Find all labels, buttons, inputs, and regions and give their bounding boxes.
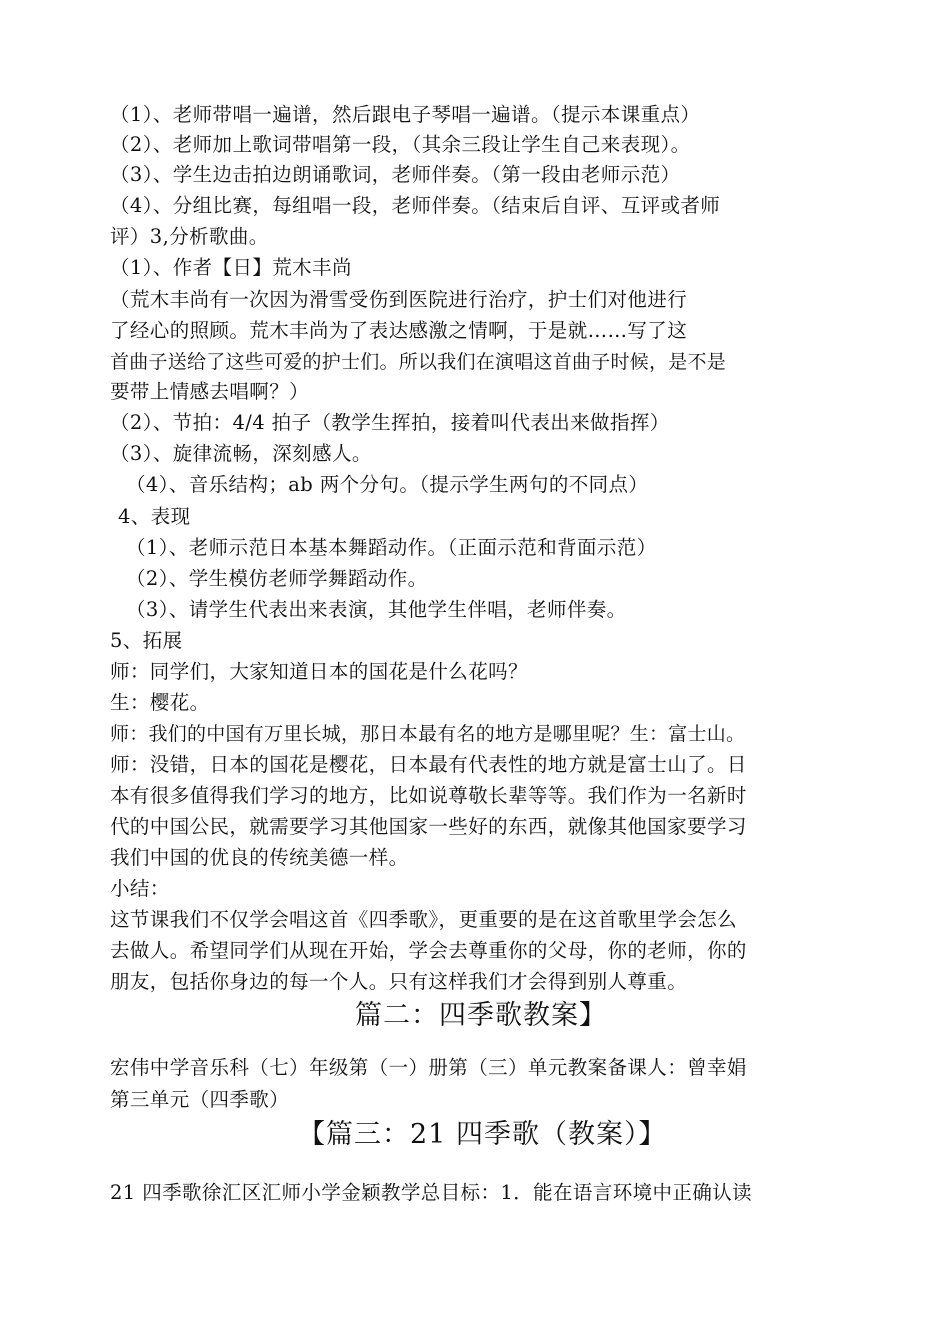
text-line: （荒木丰尚有一次因为滑雪受伤到医院进行治疗，护士们对他进行	[110, 288, 688, 311]
text-line: 5、拓展	[110, 629, 183, 652]
text-line: 评）3,分析歌曲。	[110, 225, 269, 248]
text-line: 4、表现	[118, 505, 191, 528]
text-line: （1）、作者【日】荒木丰尚	[110, 256, 352, 279]
text-line: 师：同学们，大家知道日本的国花是什么花吗？	[110, 660, 528, 683]
text-line: （1）、老师带唱一遍谱，然后跟电子琴唱一遍谱。（提示本课重点）	[110, 103, 701, 126]
text-line: 我们中国的优良的传统美德一样。	[110, 846, 409, 869]
text-line: 了经心的照顾。荒木丰尚为了表达感激之情啊，于是就……写了这	[110, 319, 688, 342]
text-line: 要带上情感去唱啊？）	[110, 380, 310, 403]
text-line: 第三单元（四季歌）	[110, 1088, 290, 1111]
text-line: 本有很多值得我们学习的地方，比如说尊敬长辈等等。我们作为一名新时	[110, 784, 747, 807]
text-line: 师：我们的中国有万里长城，那日本最有名的地方是哪里呢？生：富士山。	[110, 723, 746, 745]
section-heading: 篇二：四季歌教案】	[355, 1000, 607, 1031]
text-line: （2）、节拍：4/4 拍子（教学生挥拍，接着叫代表出来做指挥）	[110, 411, 670, 434]
text-line: （3）、旋律流畅，深刻感人。	[110, 442, 372, 465]
text-line: （1）、老师示范日本基本舞蹈动作。（正面示范和背面示范）	[126, 536, 657, 559]
text-line: 去做人。希望同学们从现在开始，学会去尊重你的父母，你的老师，你的	[110, 939, 747, 962]
text-line: （4）、音乐结构；ab 两个分句。（提示学生两句的不同点）	[126, 473, 649, 496]
text-line: 代的中国公民，就需要学习其他国家一些好的东西，就像其他国家要学习	[110, 815, 747, 838]
text-line: 师：没错，日本的国花是樱花，日本最有代表性的地方就是富士山了。日	[110, 753, 747, 776]
text-line: 这节课我们不仅学会唱这首《四季歌》，更重要的是在这首歌里学会怎么	[110, 908, 738, 931]
text-line: （2）、学生模仿老师学舞蹈动作。	[126, 567, 428, 590]
text-line: 小结：	[110, 877, 170, 900]
text-line: 21 四季歌徐汇区汇师小学金颖教学总目标：1．能在语言环境中正确认读	[110, 1181, 753, 1204]
text-line: 宏伟中学音乐科（七）年级第（一）册第（三）单元教案备课人：曾幸娟	[110, 1056, 747, 1079]
text-line: 首曲子送给了这些可爱的护士们。所以我们在演唱这首曲子时候，是不是	[110, 351, 727, 373]
text-line: 朋友，包括你身边的每一个人。只有这样我们才会得到别人尊重。	[110, 970, 688, 993]
section-heading: 【篇三：21 四季歌（教案）】	[298, 1119, 667, 1150]
text-line: （4）、分组比赛，每组唱一段，老师伴奏。（结束后自评、互评或者师	[110, 194, 721, 217]
text-line: （3）、请学生代表出来表演，其他学生伴唱，老师伴奏。	[126, 598, 627, 621]
text-line: （2）、老师加上歌词带唱第一段，（其余三段让学生自己来表现）。	[110, 133, 691, 156]
text-line: （3）、学生边击拍边朗诵歌词，老师伴奏。（第一段由老师示范）	[110, 163, 681, 186]
text-line: 生：樱花。	[110, 691, 210, 714]
